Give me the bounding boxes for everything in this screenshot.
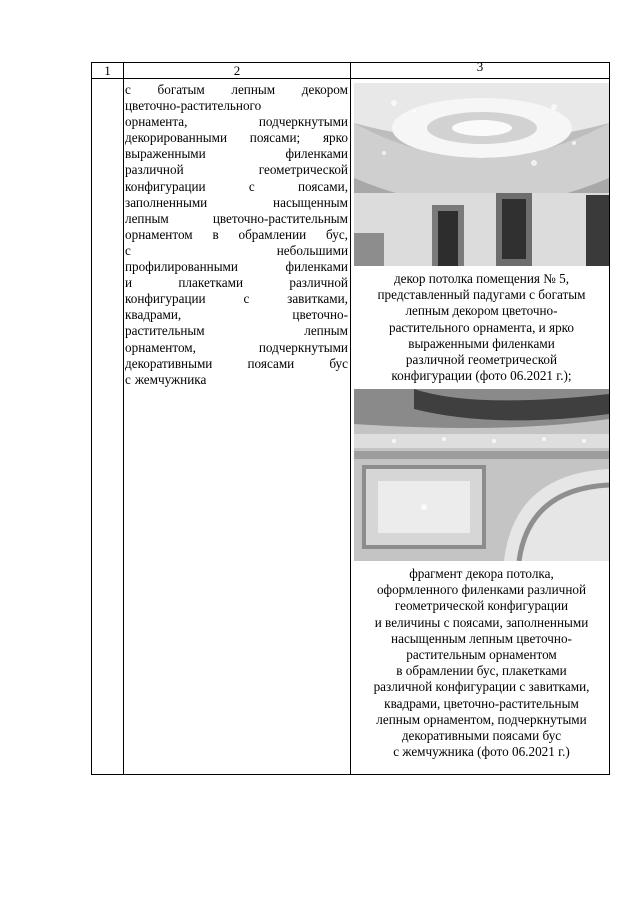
caption-line: лепным декором цветочно- <box>405 303 558 319</box>
description-line <box>125 356 348 372</box>
caption-line: конфигурации (фото 06.2021 г.); <box>391 368 572 384</box>
ceiling-photo-room-5 <box>354 83 609 266</box>
caption-line: в обрамлении бус, плакетками <box>396 663 567 679</box>
description-word: орнамента, <box>125 114 188 130</box>
caption-line: оформленного филенками различной <box>376 582 587 598</box>
caption-line: представленный падугами с богатым <box>377 287 586 303</box>
description-word: с <box>125 242 131 258</box>
description-word: конфигурации <box>125 178 206 194</box>
caption-line: декоративными поясами бус <box>401 728 562 744</box>
header-col-2: 2 <box>233 63 241 78</box>
description-word: филенками <box>285 146 348 162</box>
caption-line: насыщенным лепным цветочно- <box>391 630 572 646</box>
description-line <box>125 146 348 162</box>
photo-2-caption <box>354 566 609 760</box>
description-word: цветочно-растительным <box>212 210 348 226</box>
description-line <box>125 211 348 227</box>
caption-line: растительного орнамента, и ярко <box>388 319 575 335</box>
description-word: небольшими <box>276 242 348 258</box>
caption-line: геометрической конфигурации <box>394 598 569 614</box>
description-word: и <box>125 275 133 291</box>
caption-line: декор потолка помещения № 5, <box>393 271 570 286</box>
description-line <box>125 82 348 98</box>
description-word: ярко <box>322 130 348 146</box>
caption-line: квадрами, цветочно-растительным <box>384 695 579 711</box>
description-line <box>125 372 348 388</box>
column-divider <box>350 63 351 774</box>
description-word: филенками <box>285 259 348 275</box>
caption-line: фрагмент декора потолка, <box>409 566 554 581</box>
caption-line: и величины с поясами, заполненными <box>374 614 589 630</box>
caption-line: лепным орнаментом, подчеркнутыми <box>376 711 587 727</box>
description-word: лепным <box>304 323 348 339</box>
description-word: различной <box>125 162 184 178</box>
description-word: поясами, <box>297 178 348 194</box>
description-word: бус, <box>326 226 348 242</box>
description-line <box>125 243 348 259</box>
description-line <box>125 98 348 114</box>
description-word: орнаментом <box>125 226 193 242</box>
description-word: различной <box>289 275 348 291</box>
description-word: профилированными <box>125 259 238 275</box>
description-line <box>125 130 348 146</box>
description-word: с <box>248 178 255 194</box>
description-word: декором <box>301 82 348 97</box>
caption-line: различной геометрической <box>405 352 558 368</box>
description-word: насыщенным <box>273 194 348 210</box>
description-word: подчеркнутыми <box>258 114 348 130</box>
description-word: завитками, <box>287 291 348 307</box>
photo-1-caption <box>354 271 609 384</box>
description-word: заполненными <box>125 194 208 210</box>
description-word: орнаментом, <box>125 339 196 355</box>
description-line <box>125 227 348 243</box>
description-word: богатым <box>157 82 205 97</box>
description-word: с <box>125 371 131 387</box>
column-divider <box>123 63 124 774</box>
caption-line: растительным орнаментом <box>406 647 557 663</box>
description-line <box>125 179 348 195</box>
description-line <box>125 162 348 178</box>
description-line <box>125 340 348 356</box>
description-word: подчеркнутыми <box>258 339 348 355</box>
description-table <box>91 59 610 775</box>
description-word: поясами <box>247 355 295 371</box>
description-word: жемчужника <box>134 371 207 387</box>
description-line <box>125 323 348 339</box>
description-word: выраженными <box>125 146 206 162</box>
description-word: с <box>243 291 250 307</box>
description-line <box>125 307 348 323</box>
header-col-3: 3 <box>476 59 484 74</box>
description-word: в <box>212 226 219 242</box>
ceiling-fragment-photo <box>354 389 609 561</box>
description-word: бус <box>329 355 348 371</box>
description-word: лепным <box>125 210 169 226</box>
description-word: квадрами, <box>125 307 182 323</box>
description-word: плакетками <box>178 275 244 291</box>
description-word: конфигурации <box>125 291 206 307</box>
caption-line: различной конфигурации с завитками, <box>373 679 590 695</box>
description-word: декоративными <box>125 355 213 371</box>
description-line <box>125 114 348 130</box>
description-word: лепным <box>231 82 276 97</box>
description-word: геометрической <box>258 162 348 178</box>
header-col-1: 1 <box>104 63 111 78</box>
description-line <box>125 195 348 211</box>
description-text <box>125 82 348 388</box>
description-word: декорированными <box>125 130 228 146</box>
caption-line: с жемчужника (фото 06.2021 г.) <box>393 744 570 760</box>
description-line <box>125 291 348 307</box>
caption-line: выраженными филенками <box>408 335 555 351</box>
description-word: цветочно-растительного <box>125 98 262 114</box>
description-word: растительным <box>125 323 205 339</box>
description-word: с <box>125 82 131 97</box>
description-word: цветочно- <box>292 307 348 323</box>
description-word: обрамлении <box>238 226 307 242</box>
description-word: поясами; <box>249 130 301 146</box>
description-line <box>125 275 348 291</box>
description-line <box>125 259 348 275</box>
